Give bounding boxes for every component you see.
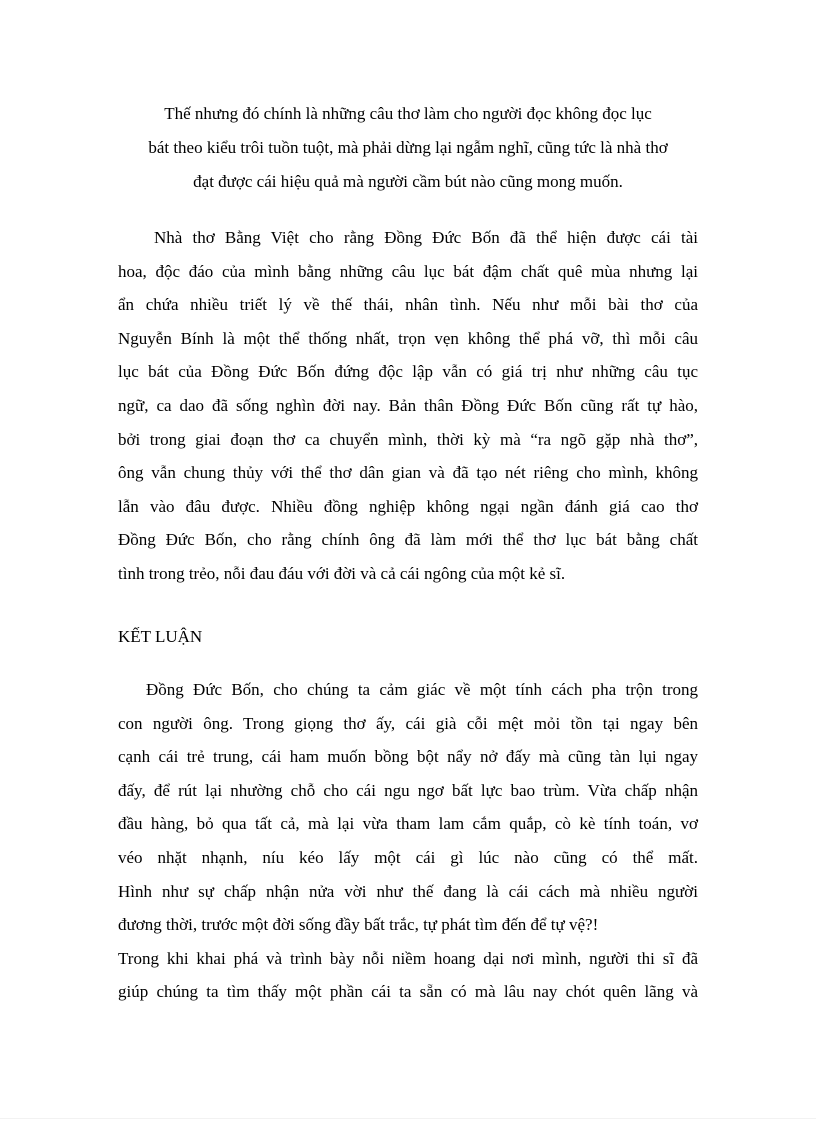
paragraph-line: Hình như sự chấp nhận nửa vời như thế đang là cái cách mà nhiều người [118,881,698,901]
paragraph-conclusion [118,673,698,1009]
paragraph-line: Nguyễn Bính là một thể thống nhất, trọn vẹn không thể phá vỡ, thì mỗi câu [118,328,698,348]
paragraph-line: đầu hàng, bỏ qua tất cả, mà lại vừa tham lam cắm quắp, cò kè tính toán, vơ [118,814,698,834]
paragraph-line: đấy, để rút lại nhường chỗ cho cái ngu ngơ bất lực bao trùm. Vừa chấp nhận [118,780,698,800]
paragraph-line: tình trong trẻo, nỗi đau đáu với đời và cả cái ngông của một kẻ sĩ. [118,563,566,583]
paragraph-line: ông vẫn chung thủy với thể thơ dân gian và đã tạo nét riêng cho mình, không [118,463,698,483]
paragraph-bang-viet [118,221,698,591]
page-bottom-edge [0,1118,816,1119]
paragraph-line: đương thời, trước một đời sống đầy bất trắc, tự phát tìm đến để tự vệ?! [118,915,599,935]
paragraph-line: Trong khi khai phá và trình bày nỗi niềm hoang dại nơi mình, người thi sĩ đã [118,948,698,968]
paragraph-line: ẩn chứa nhiều triết lý về thế thái, nhân tình. Nếu như mỗi bài thơ của [118,295,698,315]
paragraph-line: Đồng Đức Bốn, cho rằng chính ông đã làm mới thể thơ lục bát bằng chất [118,530,698,550]
paragraph-line: véo nhặt nhạnh, níu kéo lấy một cái gì lúc nào cũng có thể mất. [118,847,698,867]
paragraph-line: lẫn vào đâu được. Nhiều đồng nghiệp không ngại ngần đánh giá cao thơ [118,496,698,516]
paragraph-line: bởi trong giai đoạn thơ ca chuyển mình, thời kỳ mà “ra ngõ gặp nhà thơ”, [118,429,698,449]
paragraph-line: con người ông. Trong giọng thơ ấy, cái già cỗi mệt mỏi tồn tại ngay bên [118,713,698,733]
paragraph-line: giúp chúng ta tìm thấy một phần cái ta sẵn có mà lâu nay chót quên lãng và [118,982,698,1002]
paragraph-line: hoa, độc đáo của mình bằng những câu lục bát đậm chất quê mùa nhưng lại [118,261,698,281]
paragraph-line: cạnh cái trẻ trung, cái ham muốn bồng bột nẩy nở đấy mà cũng tàn lụi ngay [118,747,698,767]
intro-line: bát theo kiểu trôi tuồn tuột, mà phải dừng lại ngẫm nghĩ, cũng tức là nhà thơ [148,138,668,157]
paragraph-line: ngữ, ca dao đã sống nghìn đời nay. Bản thân Đồng Đức Bốn cũng rất tự hào, [118,395,698,415]
paragraph-line: lục bát của Đồng Đức Bốn đứng độc lập vẫn có giá trị như những câu tục [118,362,698,382]
paragraph-line: Đồng Đức Bốn, cho chúng ta cảm giác về một tính cách pha trộn trong [146,680,698,699]
paragraph-line: Nhà thơ Bằng Việt cho rằng Đồng Đức Bốn đã thể hiện được cái tài [154,228,698,247]
intro-line: Thế nhưng đó chính là những câu thơ làm cho người đọc không đọc lục [164,104,652,123]
intro-paragraph [0,97,816,199]
intro-line: đạt được cái hiệu quả mà người cầm bút nào cũng mong muốn. [193,172,623,191]
section-heading: KẾT LUẬN [118,627,203,646]
